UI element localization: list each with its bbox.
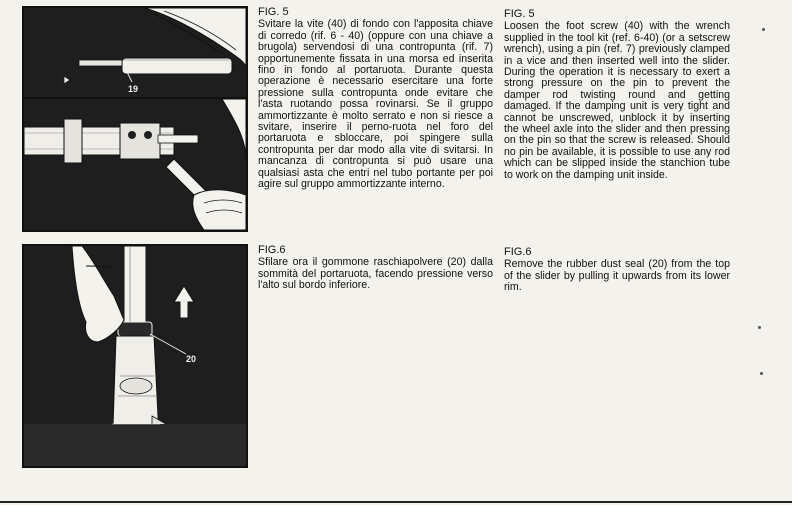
italian-fig6-body: Sfilare ora il gommone raschiapolvere (20) dalla sommità del portaruota, facendo pressione verso l'alto sul bordo inferiore. — [258, 256, 493, 292]
english-fig5-section — [504, 9, 730, 181]
scan-speck — [762, 28, 765, 31]
italian-fig6-title: FIG.6 — [258, 244, 286, 256]
italian-fig5-body: Svitare la vite (40) di fondo con l'apposita chiave di corredo (rif. 6 - 40) (oppure con una chiave a brugola) servendosi di una contropunta (rif. 7) opportunemente fissata in una morsa ed inserita fino in fondo al portaruota. Durante questa operazione è necessario esercitare una forte pressione sulla contropunta onde evitare che l'asta ruotando possa rovinarsi. Se il gruppo ammortizzante è molto serrato e non si riesce a svitare, inserire il perno-ruota nel foro del portaruota e sbloccare, poi spingere sulla contropunta per dar modo alla vite di svitarsi. In mancanza di contropunta si può usare una qualsiasi asta che entri nel tubo portante per poi agire sul gruppo ammortizzante interno. — [258, 18, 493, 191]
fig5-illustration-wrench — [22, 6, 248, 99]
fig5-wrench-drawing — [24, 8, 246, 97]
scan-speck — [758, 326, 761, 329]
page-bottom-edge — [0, 501, 792, 503]
fig6-illustration-dust-seal — [22, 244, 248, 468]
callout-20: 20 — [186, 354, 197, 364]
english-fig6-section — [504, 247, 730, 294]
english-fig6-title: FIG.6 — [504, 246, 532, 258]
scan-speck — [760, 372, 763, 375]
italian-fig5-section — [258, 7, 493, 191]
italian-fig5-title: FIG. 5 — [258, 6, 289, 18]
english-fig5-title: FIG. 5 — [504, 8, 535, 20]
english-fig6-body: Remove the rubber dust seal (20) from the top of the slider by pulling it upwards from its lower rim. — [504, 258, 730, 294]
fig6-dust-seal-drawing — [24, 246, 246, 466]
italian-fig6-section — [258, 245, 493, 292]
english-fig5-body: Loosen the foot screw (40) with the wrench supplied in the tool kit (ref. 6-40) (or a setscrew wrench), using a pin (ref. 7) previously clamped in a vice and then inserted well into the slider. During the operation it is necessary to exert a strong pressure on the pin to prevent the damper rod twisting round and getting damaged. If the damping unit is very tight and cannot be unscrewed, unblock it by inserting the wheel axle into the slider and then pressing on the pin so that the screw is released. Should no pin be available, it is possible to use any rod which can be slipped inside the stanchion tube to work on the damping unit inside. — [504, 20, 730, 181]
fig5-vice-drawing — [24, 99, 246, 230]
callout-19: 19 — [128, 84, 139, 94]
fig5-illustration-vice — [22, 97, 248, 232]
